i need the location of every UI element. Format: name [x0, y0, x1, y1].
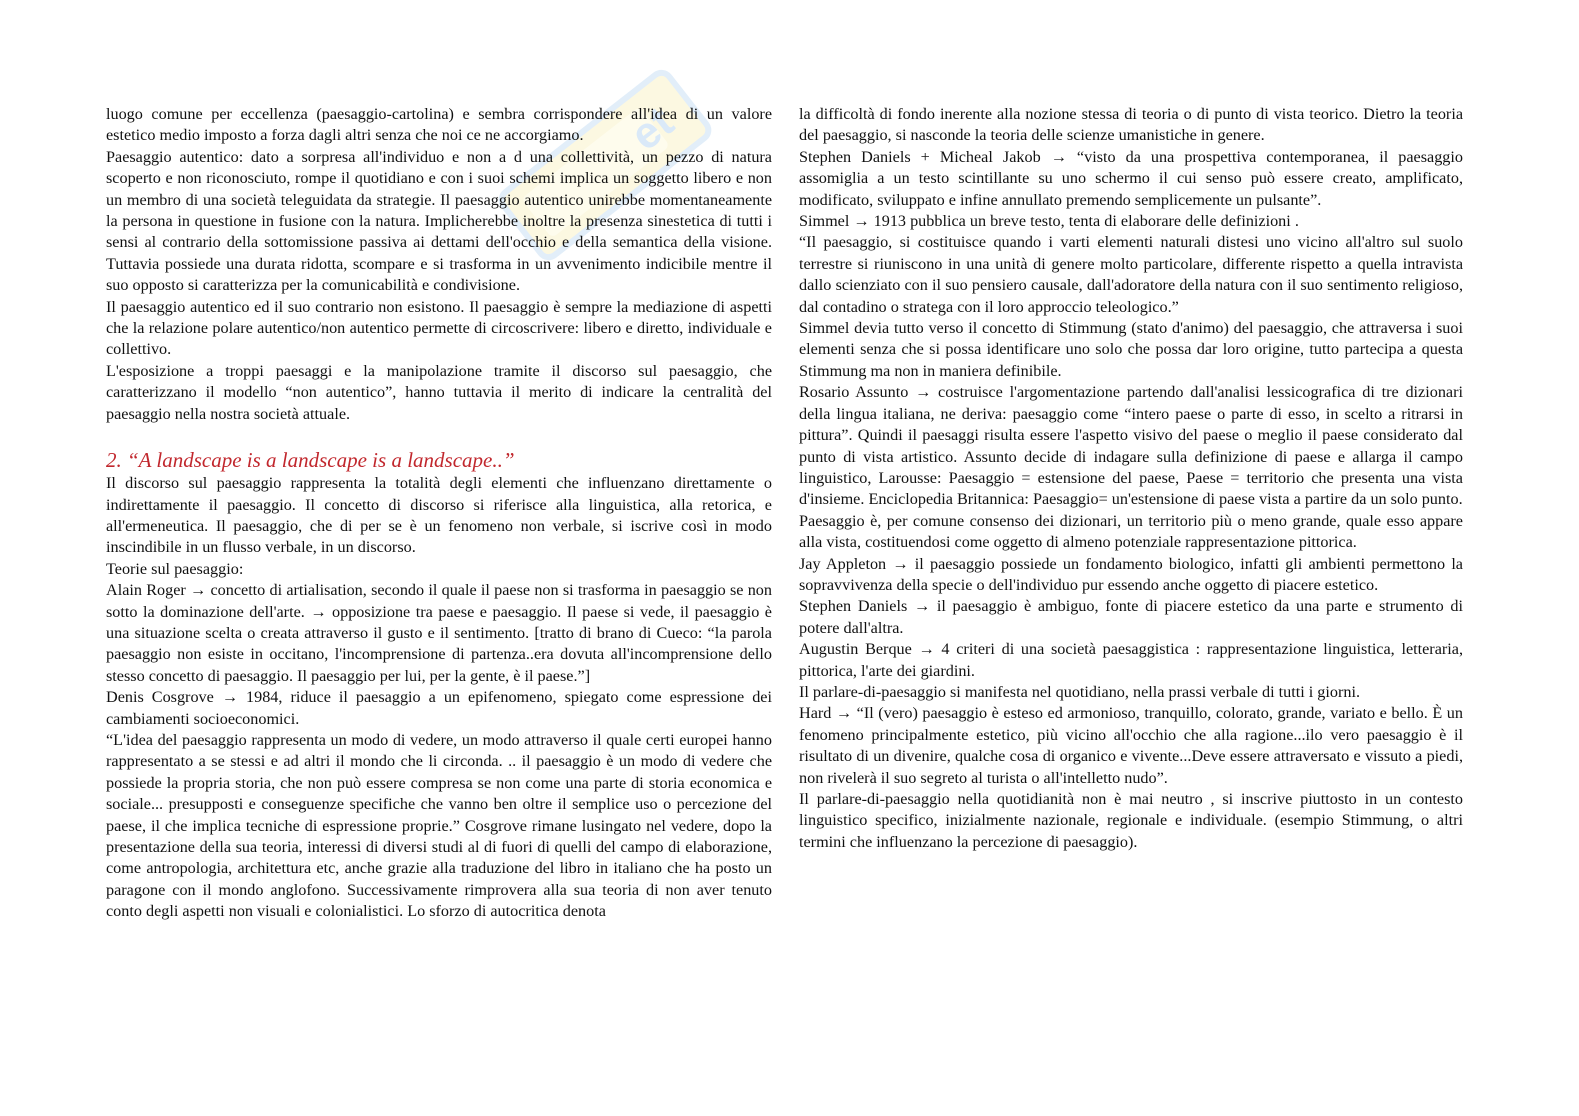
paragraph: Teorie sul paesaggio: [106, 559, 244, 578]
paragraph: L'esposizione a troppi paesaggi e la manipolazione tramite il discorso sul paesaggio, che caratterizzano il modello “non autentico”, hanno tuttavia il merito di indicare la centralità del paesaggio nella nostra società attuale. [106, 361, 772, 423]
paragraph: Simmel devia tutto verso il concetto di Stimmung (stato d'animo) del paesaggio, che attraversa i suoi elementi senza che si possa identificare uno solo che possa dar loro origine, tutto partecipa a questa Stimmung ma non in maniera definibile. [799, 319, 1463, 380]
paragraph: Simmel → 1913 pubblica un breve testo, tenta di elaborare delle definizioni . [799, 212, 1299, 231]
paragraph: Rosario Assunto → costruisce l'argomentazione partendo dall'analisi lessicografica di tre dizionari della lingua italiana, ne deriva: paesaggio come “intero paese o parte di esso, in scelto a ritrarsi in pittura”. Quindi il paesaggi risulta essere l'aspetto visivo del paese o meglio il paese considerato dal punto di vista artistico. Assunto decide di indagare sulla definizione di paese e allarga il campo linguistico, Larousse: Paesaggio = estensione del paese, Paese = territorio che presenta una vista d'insieme. Enciclopedia Britannica: Paesaggio= un'estensione di paese vista a partire da un solo punto. [799, 383, 1463, 509]
section-heading: 2. “A landscape is a landscape is a landscape..” [106, 448, 515, 473]
paragraph: Alain Roger → concetto di artialisation, secondo il quale il paese non si trasforma in paesaggio se non sotto la dominazione dell'arte. → opposizione tra paese e paesaggio. Il paese si vede, il paesaggio è una situazione scelta o creata attraverso il gusto e il sentimento. [tratto di brano di Cueco: “la parola paesaggio non esiste in occitano, l'incomprensione di partenza..era dovuta all'incomprensione dello stesso concetto di paesaggio. Il paesaggio per lui, per la gente, è il paese.”] [106, 581, 772, 685]
paragraph: Hard → “Il (vero) paesaggio è esteso ed armonioso, tranquillo, colorato, grande, variato e bello. È un fenomeno principalmente estetico, più vicino all'occhio che alla ragione...ilo vero paesaggio è il risultato di un divenire, qualche cosa di organico e vivente...Deve essere attraversato e vissuto a piedi, non rivelerà il suo segreto al turista o all'intelletto nudo”. [799, 704, 1463, 787]
paragraph: Il parlare-di-paesaggio si manifesta nel quotidiano, nella prassi verbale di tutti i giorni. [799, 682, 1360, 701]
paragraph: Paesaggio è, per comune consenso dei dizionari, un territorio più o meno grande, quale esso appare alla vista, costituendosi come oggetto di almeno potenziale rappresentazione pittorica. [799, 511, 1463, 552]
right-column [799, 104, 1463, 853]
paragraph: Stephen Daniels → il paesaggio è ambiguo, fonte di piacere estetico da una parte e strumento di potere dall'altra. [799, 597, 1463, 637]
paragraph: Il discorso sul paesaggio rappresenta la totalità degli elementi che influenzano direttamente o indirettamente il paesaggio. Il concetto di discorso si riferisce alla linguistica, alla retorica, e all'ermeneutica. Il paesaggio, che di per se è un fenomeno non verbale, si iscrive così in modo inscindibile in un flusso verbale, in un discorso. [106, 474, 772, 557]
paragraph: Augustin Berque → 4 criteri di una società paesaggistica : rappresentazione linguistica, letteraria, pittorica, l'arte dei giardini. [799, 640, 1463, 680]
watermark-text: et [621, 97, 683, 161]
paragraph: Il paesaggio autentico ed il suo contrario non esistono. Il paesaggio è sempre la mediazione di aspetti che la relazione polare autentico/non autentico permette di circoscrivere: libero e diretto, individuale e collettivo. [106, 297, 772, 359]
paragraph: Denis Cosgrove → 1984, riduce il paesaggio a un epifenomeno, spiegato come espressione dei cambiamenti socioeconomici. [106, 688, 772, 728]
paragraph: Il parlare-di-paesaggio nella quotidianità non è mai neutro , si inscrive piuttosto in un contesto linguistico specifico, inizialmente nazionale, regionale e individuale. (esempio Stimmung, o altri termini che influenzano la percezione di paesaggio). [799, 790, 1463, 851]
paragraph: luogo comune per eccellenza (paesaggio-cartolina) e sembra corrispondere all'idea di un valore estetico medio imposto a forza dagli altri senza che noi ce ne accorgiamo. [106, 105, 772, 145]
paragraph: la difficoltà di fondo inerente alla nozione stessa di teoria o di punto di vista teorico. Dietro la teoria del paesaggio, si nasconde la teoria delle scienze umanistiche in genere. [799, 105, 1463, 145]
paragraph: “L'idea del paesaggio rappresenta un modo di vedere, un modo attraverso il quale certi europei hanno rappresentato a se stessi e ad altri il mondo che li circonda. .. il paesaggio è un modo di vedere che possiede la propria storia, che non può essere compresa se non come una parte di storia economica e sociale... presupposti e conseguenze specifiche che vanno ben oltre il semplice uso o percezione del paese, il che implica tecniche di espressione proprie.” Cosgrove rimane lusingato nel vedere, dopo la presentazione della sua teoria, interessi di diversi studi al di fuori di quelli del campo di elaborazione, come antropologia, architettura etc, anche grazie alla traduzione del libro in italiano che ha posto un paragone con il mondo anglofono. Successivamente rimprovera alla sua teoria di non aver tenuto conto degli aspetti non visuali e colonialistici. Lo sforzo di autocritica denota [106, 730, 772, 921]
left-column [106, 104, 772, 923]
paragraph: Paesaggio autentico: dato a sorpresa all'individuo e non a d una collettività, un pezzo di natura scoperto e non riconosciuto, rompe il quotidiano e con i suoi schemi implica un soggetto libero e non un membro di una società teleguidata da strategie. Il paesaggio autentico unirebbe momentaneamente la persona in questione in fusione con la natura. Implicherebbe inoltre la presenza sinestetica di tutti i sensi al contrario della sottomissione passiva ai dettami dell'occhio e della semantica della visione. Tuttavia possiede una durata ridotta, scompare e si trasforma in un avvenimento indicibile mentre il suo opposto si caratterizza per la comunicabilità e condivisione. [106, 147, 772, 295]
paragraph: Jay Appleton → il paesaggio possiede un fondamento biologico, infatti gli ambienti permettono la sopravvivenza della specie o dell'individuo pur essendo anche oggetto di piacere estetico. [799, 554, 1463, 594]
paragraph: Stephen Daniels + Micheal Jakob → “visto da una prospettiva contemporanea, il paesaggio assomiglia a un testo scintillante su uno schermo il cui senso può essere creato, amplificato, modificato, sviluppato e infine annullato premendo semplicemente un pulsante”. [799, 147, 1463, 209]
paragraph: “Il paesaggio, si costituisce quando i varti elementi naturali distesi uno vicino all'altro sul suolo terrestre si riuniscono in una unità di genere molto particolare, differente rispetto a quella intravista dallo scienziato con il suo pensiero causale, dall'adoratore della natura con il suo sentimento religioso, dal contadino o stratega con il loro approccio teleologico.” [799, 233, 1463, 316]
